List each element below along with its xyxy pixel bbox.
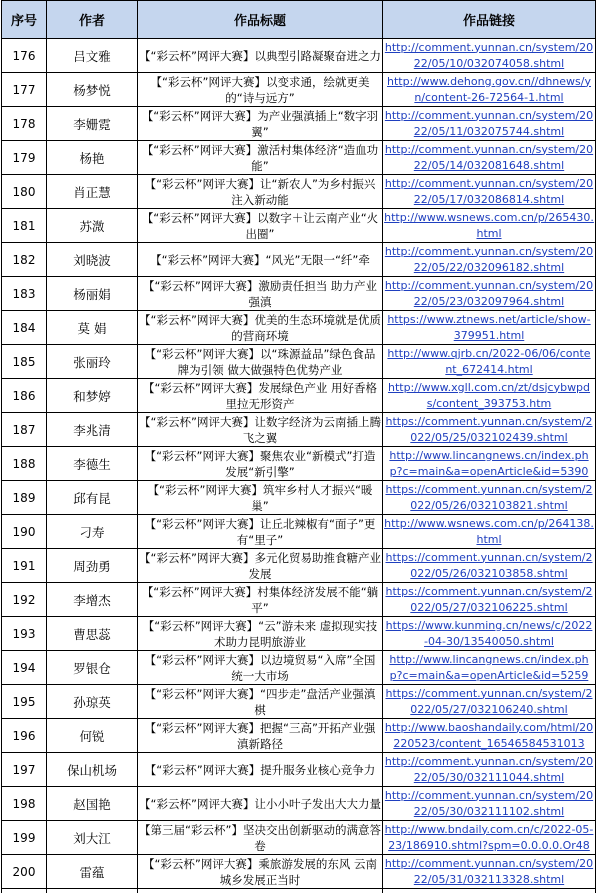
table-header bbox=[2, 1, 596, 39]
row-number: 186 bbox=[2, 379, 47, 413]
table-row bbox=[2, 141, 596, 175]
table-row bbox=[2, 617, 596, 651]
row-link-cell bbox=[383, 209, 596, 243]
row-link[interactable]: http://comment.yunnan.cn/system/2022/05/10/032074058.shtml bbox=[385, 41, 593, 70]
row-author: 雷蕴 bbox=[47, 855, 138, 889]
header-no: 序号 bbox=[2, 1, 47, 39]
row-title: 【“彩云杯”网评大赛】以边境贸易“入席”全国统一大市场 bbox=[138, 651, 383, 685]
row-number: 184 bbox=[2, 311, 47, 345]
row-number: 191 bbox=[2, 549, 47, 583]
row-title: 【“彩云杯”网评大赛】“云”游未来 虚拟现实技术助力昆明旅游业 bbox=[138, 617, 383, 651]
row-author: 刁寿 bbox=[47, 515, 138, 549]
row-author: 刘大江 bbox=[47, 821, 138, 855]
row-link-cell bbox=[383, 515, 596, 549]
row-author: 杨丽娟 bbox=[47, 277, 138, 311]
row-number: 185 bbox=[2, 345, 47, 379]
row-link-cell bbox=[383, 413, 596, 447]
row-title: 【“彩云杯”网评大赛】发展绿色产业 用好香格里拉无形资产 bbox=[138, 379, 383, 413]
row-author: 和梦婷 bbox=[47, 379, 138, 413]
row-number: 196 bbox=[2, 719, 47, 753]
row-number: 199 bbox=[2, 821, 47, 855]
row-number: 176 bbox=[2, 39, 47, 73]
row-link-cell bbox=[383, 345, 596, 379]
row-author: 罗银仓 bbox=[47, 651, 138, 685]
row-author: 保山机场 bbox=[47, 753, 138, 787]
row-link[interactable]: https://comment.yunnan.cn/system/2022/05/27/032106225.shtml bbox=[385, 585, 592, 614]
row-title: 【“彩云杯”网评大赛】以变求通，绘就更美的“诗与远方” bbox=[138, 73, 383, 107]
table-row bbox=[2, 311, 596, 345]
row-link-cell bbox=[383, 175, 596, 209]
table-row bbox=[2, 651, 596, 685]
row-author: 莫 娟 bbox=[47, 311, 138, 345]
row-title: 【“彩云杯”网评大赛】让丘北辣椒有“面子”更有“里子” bbox=[138, 515, 383, 549]
row-title: 【“彩云杯”网评大赛】让“新农人”为乡村振兴注入新动能 bbox=[138, 175, 383, 209]
row-link[interactable]: http://comment.yunnan.cn/system/2022/05/17/032086814.shtml bbox=[385, 177, 593, 206]
row-author: 李增杰 bbox=[47, 583, 138, 617]
row-link-cell bbox=[383, 617, 596, 651]
row-title: 【“彩云杯”网评大赛】筑牢乡村人才振兴“暖巢” bbox=[138, 481, 383, 515]
row-title: 【“彩云杯”网评大赛】让小小叶子发出大大力量 bbox=[138, 787, 383, 821]
entries-table bbox=[1, 0, 596, 893]
row-number: 192 bbox=[2, 583, 47, 617]
row-link[interactable]: https://comment.yunnan.cn/system/2022/05/27/032106240.shtml bbox=[385, 687, 592, 716]
table-row bbox=[2, 73, 596, 107]
row-author: 肖正慧 bbox=[47, 175, 138, 209]
table-row bbox=[2, 481, 596, 515]
table-row bbox=[2, 209, 596, 243]
row-link[interactable]: http://www.bndaily.com.cn/c/2022-05-23/186910.shtml?spm=0.0.0.0.Or48 bbox=[385, 823, 594, 852]
row-number: 198 bbox=[2, 787, 47, 821]
row-author: 李兆清 bbox=[47, 413, 138, 447]
row-link[interactable]: http://www.wsnews.com.cn/p/265430.html bbox=[384, 211, 594, 240]
row-link-cell bbox=[383, 277, 596, 311]
row-author: 李姗霓 bbox=[47, 107, 138, 141]
row-number: 183 bbox=[2, 277, 47, 311]
row-number: 180 bbox=[2, 175, 47, 209]
row-title: 【“彩云杯”网评大赛】提升服务业核心竞争力 bbox=[138, 753, 383, 787]
row-author: 曹思蕊 bbox=[47, 617, 138, 651]
row-link[interactable]: http://www.dehong.gov.cn//dhnews/yn/content-26-72564-1.html bbox=[387, 75, 591, 104]
row-title: 【“彩云杯”网评大赛】聚焦农业“新模式”打造发展“新引擎” bbox=[138, 447, 383, 481]
table-row bbox=[2, 107, 596, 141]
row-title: 【“彩云杯”网评大赛】多元化贸易助推食糖产业发展 bbox=[138, 549, 383, 583]
row-number: 179 bbox=[2, 141, 47, 175]
row-link[interactable]: https://www.kunming.cn/news/c/2022-04-30/13540050.shtml bbox=[386, 619, 593, 648]
row-title: 【“彩云杯”网评大赛】以数字＋让云南产业“火出圈” bbox=[138, 209, 383, 243]
table-row bbox=[2, 345, 596, 379]
table-row bbox=[2, 549, 596, 583]
row-link-cell bbox=[383, 549, 596, 583]
row-number: 194 bbox=[2, 651, 47, 685]
row-title: 【“彩云杯”网评大赛】乘旅游发展的东风 云南城乡发展正当时 bbox=[138, 855, 383, 889]
row-author: 吕文雅 bbox=[47, 39, 138, 73]
row-author: 邱有昆 bbox=[47, 481, 138, 515]
row-link-cell bbox=[383, 379, 596, 413]
row-link-cell bbox=[383, 685, 596, 719]
table-row bbox=[2, 787, 596, 821]
row-link-cell bbox=[383, 107, 596, 141]
row-link[interactable]: http://www.wsnews.com.cn/p/264138.html bbox=[384, 517, 594, 546]
row-number: 182 bbox=[2, 243, 47, 277]
row-link-cell bbox=[383, 719, 596, 753]
row-title: 【“彩云杯”网评大赛】以“珠源益品”绿色食品牌为引领 做大做强特色优势产业 bbox=[138, 345, 383, 379]
row-link-cell bbox=[383, 753, 596, 787]
header-title: 作品标题 bbox=[138, 1, 383, 39]
row-link[interactable]: http://www.lincangnews.cn/index.php?c=main&a=openArticle&id=5259 bbox=[389, 653, 588, 682]
table-row bbox=[2, 855, 596, 889]
row-link-cell bbox=[383, 855, 596, 889]
row-link[interactable]: http://comment.yunnan.cn/system/2022/05/30/032111102.shtml bbox=[385, 789, 593, 818]
header-link: 作品链接 bbox=[383, 1, 596, 39]
header-row bbox=[2, 1, 596, 39]
row-link[interactable]: http://comment.yunnan.cn/system/2022/05/23/032097964.shtml bbox=[385, 279, 593, 308]
row-number: 190 bbox=[2, 515, 47, 549]
row-link[interactable]: http://comment.yunnan.cn/system/2022/05/22/032096182.shtml bbox=[385, 245, 593, 274]
row-link-cell bbox=[383, 821, 596, 855]
table-row bbox=[2, 379, 596, 413]
header-author: 作者 bbox=[47, 1, 138, 39]
table-row bbox=[2, 175, 596, 209]
row-title: 【“彩云杯”网评大赛】让数字经济为云南插上腾飞之翼 bbox=[138, 413, 383, 447]
row-link[interactable]: http://comment.yunnan.cn/system/2022/05/30/032111044.shtml bbox=[385, 755, 593, 784]
row-number: 178 bbox=[2, 107, 47, 141]
row-link[interactable]: https://www.ztnews.net/article/show-379951.html bbox=[387, 313, 590, 342]
row-author: 杨梦悦 bbox=[47, 73, 138, 107]
row-link[interactable]: https://comment.yunnan.cn/system/2022/05/26/032103858.shtml bbox=[385, 551, 592, 580]
row-link[interactable]: http://www.baoshandaily.com/html/20220523/content_16546584531013 bbox=[385, 721, 593, 750]
row-link[interactable]: http://comment.yunnan.cn/system/2022/05/11/032075744.shtml bbox=[385, 109, 593, 138]
row-title: 【“彩云杯”网评大赛】优美的生态环境就是优质的营商环境 bbox=[138, 311, 383, 345]
row-number: 197 bbox=[2, 753, 47, 787]
row-link[interactable]: http://www.xgll.com.cn/zt/dsjcybwpds/content_393753.htm bbox=[388, 381, 590, 410]
row-number: 177 bbox=[2, 73, 47, 107]
row-title: 【“彩云杯”网评大赛】“四步走”盘活产业强滇棋 bbox=[138, 685, 383, 719]
row-title: 【“彩云杯”网评大赛】为产业强滇插上“数字羽翼” bbox=[138, 107, 383, 141]
row-title: 【第三届“彩云杯”】坚决交出创新驱动的满意答卷 bbox=[138, 821, 383, 855]
row-link[interactable]: http://www.qjrb.cn/2022-06/06/content_672414.html bbox=[387, 347, 590, 376]
row-link-cell bbox=[383, 787, 596, 821]
table-row bbox=[2, 685, 596, 719]
table-row bbox=[2, 753, 596, 787]
row-title: 【“彩云杯”网评大赛】“风光”无限一“纤”牵 bbox=[138, 243, 383, 277]
row-author: 杨艳 bbox=[47, 141, 138, 175]
row-author: 张丽玲 bbox=[47, 345, 138, 379]
row-link-cell bbox=[383, 39, 596, 73]
row-link[interactable]: http://comment.yunnan.cn/system/2022/05/31/032113328.shtml bbox=[385, 857, 593, 886]
row-author: 刘晓波 bbox=[47, 243, 138, 277]
row-author: 周劲勇 bbox=[47, 549, 138, 583]
row-link[interactable]: https://comment.yunnan.cn/system/2022/05/26/032103821.shtml bbox=[385, 483, 592, 512]
row-link[interactable]: http://www.lincangnews.cn/index.php?c=main&a=openArticle&id=5390 bbox=[389, 449, 588, 478]
row-title: 【“彩云杯”网评大赛】激励责任担当 助力产业强滇 bbox=[138, 277, 383, 311]
row-number: 193 bbox=[2, 617, 47, 651]
row-number: 181 bbox=[2, 209, 47, 243]
row-number: 189 bbox=[2, 481, 47, 515]
row-link[interactable]: http://comment.yunnan.cn/system/2022/05/14/032081648.shtml bbox=[385, 143, 593, 172]
row-title: 【“彩云杯”网评大赛】激活村集体经济“造血功能” bbox=[138, 141, 383, 175]
row-link-cell bbox=[383, 141, 596, 175]
table-row bbox=[2, 821, 596, 855]
row-number: 188 bbox=[2, 447, 47, 481]
row-author: 李德生 bbox=[47, 447, 138, 481]
row-link-cell bbox=[383, 447, 596, 481]
row-author: 孙琼英 bbox=[47, 685, 138, 719]
row-title: 【“彩云杯”网评大赛】把握“三高”开拓产业强滇新路径 bbox=[138, 719, 383, 753]
row-author: 赵国艳 bbox=[47, 787, 138, 821]
table-row bbox=[2, 583, 596, 617]
table-row bbox=[2, 413, 596, 447]
table-row bbox=[2, 515, 596, 549]
row-author: 何锐 bbox=[47, 719, 138, 753]
table-row bbox=[2, 39, 596, 73]
table-row bbox=[2, 447, 596, 481]
row-link-cell bbox=[383, 311, 596, 345]
row-link-cell bbox=[383, 73, 596, 107]
row-number: 187 bbox=[2, 413, 47, 447]
row-link-cell bbox=[383, 583, 596, 617]
row-link-cell bbox=[383, 243, 596, 277]
row-author: 苏溦 bbox=[47, 209, 138, 243]
table-body bbox=[2, 39, 596, 889]
row-number: 195 bbox=[2, 685, 47, 719]
row-title: 【“彩云杯”网评大赛】村集体经济发展不能“躺平” bbox=[138, 583, 383, 617]
table-row bbox=[2, 277, 596, 311]
table-row bbox=[2, 243, 596, 277]
row-link-cell bbox=[383, 651, 596, 685]
row-link[interactable]: https://comment.yunnan.cn/system/2022/05/25/032102439.shtml bbox=[385, 415, 592, 444]
row-title: 【“彩云杯”网评大赛】以典型引路凝聚奋进之力 bbox=[138, 39, 383, 73]
row-number: 200 bbox=[2, 855, 47, 889]
table-row bbox=[2, 719, 596, 753]
row-link-cell bbox=[383, 481, 596, 515]
